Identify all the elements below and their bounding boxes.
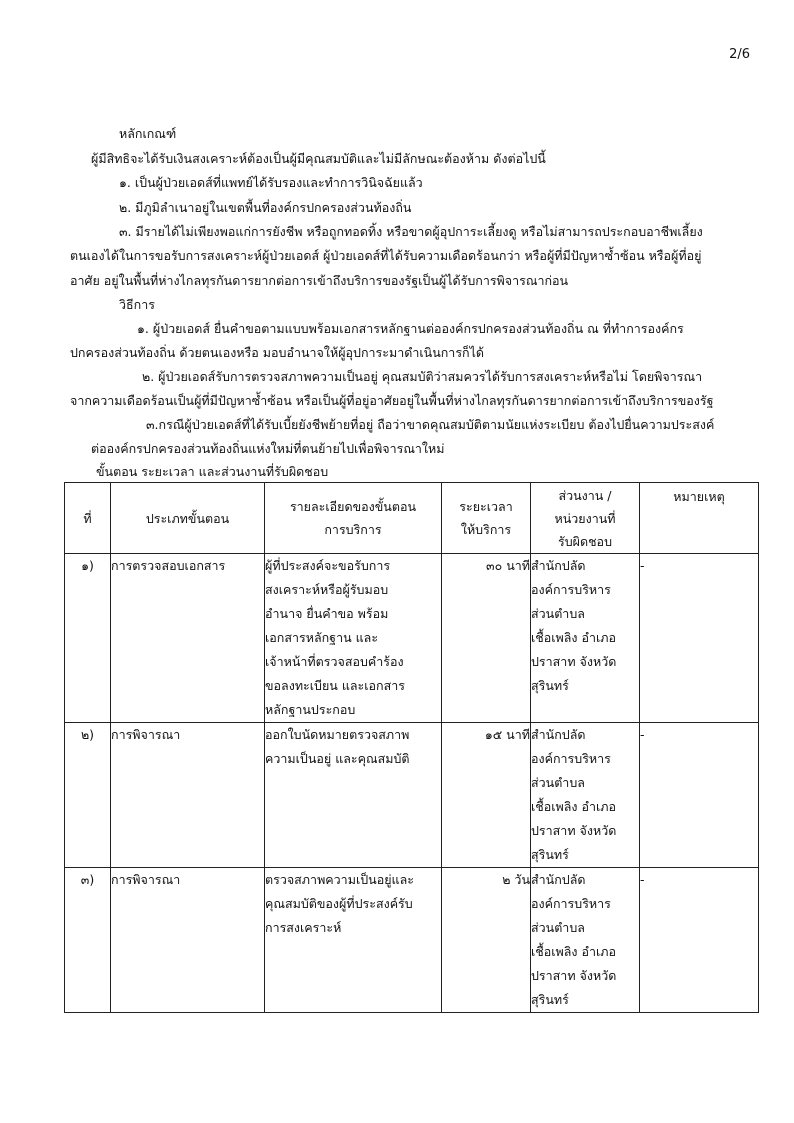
- step-agency: สำนักปลัด องค์การบริหาร ส่วนตำบล เชื้อเพลิง อำเภอ ปราสาท จังหวัด สุรินทร์: [531, 723, 640, 868]
- row-number: ๒): [65, 723, 111, 868]
- table-row: [65, 723, 759, 868]
- table-row: [65, 554, 759, 723]
- criteria-intro: ผู้มีสิทธิจะได้รับเงินสงเคราะห์ต้องเป็นผู้มีคุณสมบัติและไม่มีลักษณะต้องห้าม ดังต่อไปนี้: [91, 151, 546, 166]
- criteria-item-2: ๒. มีภูมิลำเนาอยู่ในเขตพื้นที่องค์กรปกครองส่วนท้องถิ่น: [119, 200, 412, 215]
- step-agency: สำนักปลัด องค์การบริหาร ส่วนตำบล เชื้อเพลิง อำเภอ ปราสาท จังหวัด สุรินทร์: [531, 554, 640, 723]
- page-number: 2/6: [729, 47, 750, 62]
- method-step-2-line-2: จากความเดือดร้อนเป็นผู้ที่มีปัญหาซ้ำซ้อน หรือเป็นผู้ที่อยู่อาศัยอยู่ในพื้นที่ห่างไกลทุรกันดารยากต่อการเข้าถึงบริการของรัฐ: [70, 393, 714, 408]
- method-step-2-line-1: ๒. ผู้ป่วยเอดส์รับการตรวจสภาพความเป็นอยู่ คุณสมบัติว่าสมควรได้รับการสงเคราะห์หรือไม่ โดยพิจารณา: [142, 369, 703, 384]
- header-detail: รายละเอียดของขั้นตอน การบริการ: [265, 483, 442, 554]
- criteria-item-1: ๑. เป็นผู้ป่วยเอดส์ที่แพทย์ได้รับรองและทำการวินิจฉัยแล้ว: [119, 175, 423, 190]
- step-agency: สำนักปลัด องค์การบริหาร ส่วนตำบล เชื้อเพลิง อำเภอ ปราสาท จังหวัด สุรินทร์: [531, 868, 640, 1013]
- criteria-item-3-line-1: ๓. มีรายได้ไม่เพียงพอแก่การยังชีพ หรือถูกทอดทิ้ง หรือขาดผู้อุปการะเลี้ยงดู หรือไม่สามารถประกอบอาชีพเลี้ยง: [119, 224, 703, 239]
- table-header-row: [65, 483, 759, 554]
- header-no: ที่: [65, 483, 111, 554]
- step-note: -: [640, 723, 759, 868]
- step-type: การพิจารณา: [111, 723, 265, 868]
- method-step-1-line-2: ปกครองส่วนท้องถิ่น ด้วยตนเองหรือ มอบอำนาจให้ผู้อุปการะมาดำเนินการก็ได้: [70, 345, 485, 360]
- table-row: [65, 868, 759, 1013]
- steps-heading: ขั้นตอน ระยะเวลา และส่วนงานที่รับผิดชอบ: [96, 464, 329, 479]
- step-time: ๓๐ นาที: [442, 554, 531, 723]
- header-note: หมายเหตุ: [640, 483, 759, 554]
- method-step-3-line-1: ๓.กรณีผู้ป่วยเอดส์ที่ได้รับเบี้ยยังชีพย้ายที่อยู่ ถือว่าขาดคุณสมบัติตามนัยแห่งระเบียบ ต้องไปยื่นความประสงค์: [146, 417, 715, 432]
- criteria-heading: หลักเกณฑ์: [119, 126, 177, 141]
- step-detail: ผู้ที่ประสงค์จะขอรับการ สงเคราะห์หรือผู้รับมอบ อำนาจ ยื่นคำขอ พร้อม เอกสารหลักฐาน และ เจ้าหน้าที่ตรวจสอบคำร้อง ขอลงทะเบียน และเอกสาร หลักฐานประกอบ: [265, 554, 442, 723]
- method-step-1-line-1: ๑. ผู้ป่วยเอดส์ ยื่นคำขอตามแบบพร้อมเอกสารหลักฐานต่อองค์กรปกครองส่วนท้องถิ่น ณ ที่ทำการองค์กร: [137, 321, 684, 336]
- header-type: ประเภทขั้นตอน: [111, 483, 265, 554]
- method-step-3-line-2: ต่อองค์กรปกครองส่วนท้องถิ่นแห่งใหม่ที่ตนย้ายไปเพื่อพิจารณาใหม่: [91, 441, 445, 456]
- header-time: ระยะเวลา ให้บริการ: [442, 483, 531, 554]
- criteria-item-3-line-2: ตนเองได้ในการขอรับการสงเคราะห์ผู้ป่วยเอดส์ ผู้ป่วยเอดส์ที่ได้รับความเดือดร้อนกว่า หรือผู้ที่มีปัญหาซ้ำซ้อน หรือผู้ที่อยู่: [70, 248, 702, 263]
- procedure-table: [64, 482, 759, 1013]
- method-heading: วิธีการ: [119, 297, 155, 312]
- step-type: การตรวจสอบเอกสาร: [111, 554, 265, 723]
- step-detail: ออกใบนัดหมายตรวจสภาพ ความเป็นอยู่ และคุณสมบัติ: [265, 723, 442, 868]
- header-agency: ส่วนงาน / หน่วยงานที่ รับผิดชอบ: [531, 483, 640, 554]
- row-number: ๑): [65, 554, 111, 723]
- step-note: -: [640, 554, 759, 723]
- step-type: การพิจารณา: [111, 868, 265, 1013]
- step-time: ๑๕ นาที: [442, 723, 531, 868]
- row-number: ๓): [65, 868, 111, 1013]
- step-note: -: [640, 868, 759, 1013]
- step-detail: ตรวจสภาพความเป็นอยู่และ คุณสมบัติของผู้ที่ประสงค์รับ การสงเคราะห์: [265, 868, 442, 1013]
- step-time: ๒ วัน: [442, 868, 531, 1013]
- criteria-item-3-line-3: อาศัย อยู่ในพื้นที่ห่างไกลทุรกันดารยากต่อการเข้าถึงบริการของรัฐเป็นผู้ได้รับการพิจารณาก่อน: [70, 273, 569, 288]
